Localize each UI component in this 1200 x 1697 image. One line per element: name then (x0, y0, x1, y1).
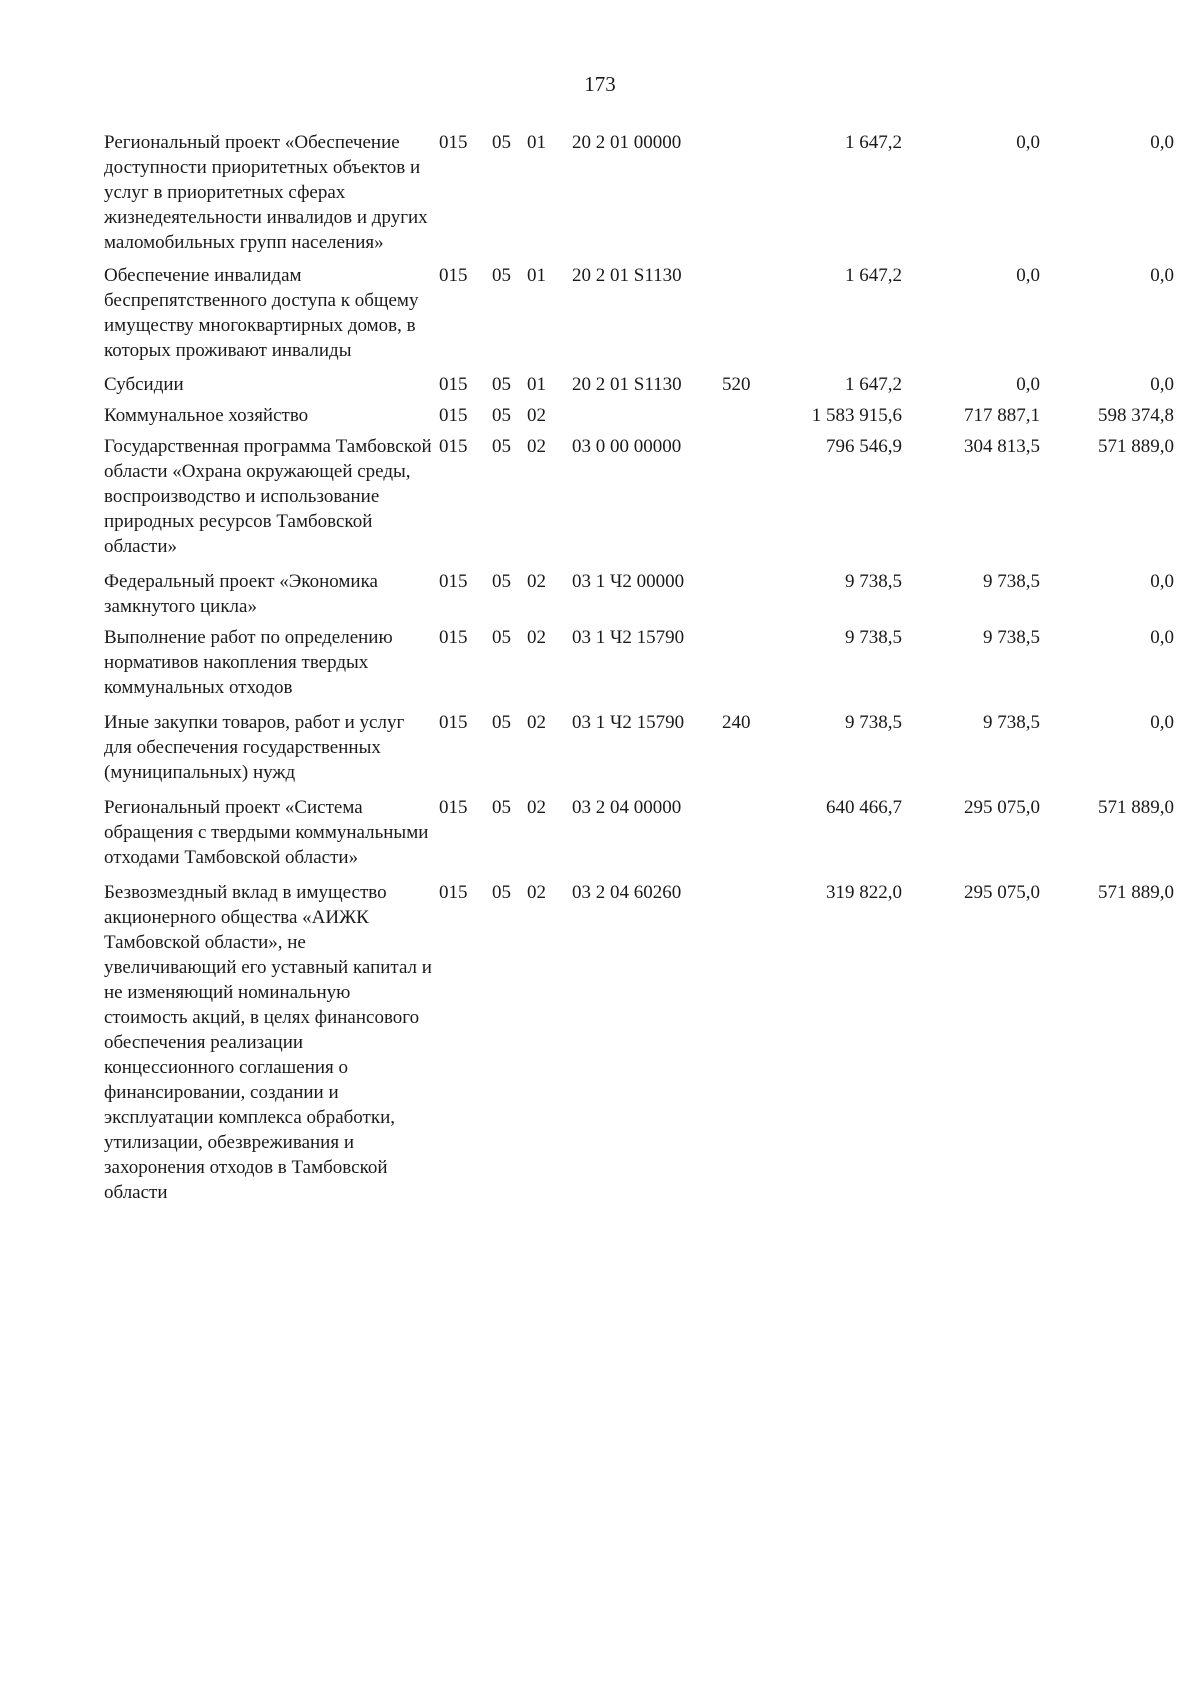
row-subsection-code: 02 (527, 627, 546, 648)
table-row (104, 403, 1174, 428)
row-name: Иные закупки товаров, работ и услуг для обеспечения государственных (муниципальных) нужд (104, 712, 405, 783)
row-section-code: 05 (492, 882, 511, 903)
row-ved-code: 015 (439, 882, 468, 903)
table-row (104, 372, 1174, 397)
row-sum-year-2: 9 738,5 (983, 627, 1040, 648)
row-section-code: 05 (492, 405, 511, 426)
row-subsection-code: 02 (527, 882, 546, 903)
row-target-article: 03 0 00 00000 (572, 436, 682, 457)
row-subsection-code: 01 (527, 265, 546, 286)
row-sum-year-2: 304 813,5 (964, 436, 1040, 457)
row-sum-year-3: 571 889,0 (1098, 436, 1174, 457)
row-ved-code: 015 (439, 627, 468, 648)
row-section-code: 05 (492, 132, 511, 153)
row-name: Региональный проект «Обеспечение доступности приоритетных объектов и услуг в приоритетных сферах жизнедеятельности инвалидов и других маломобильных групп населения» (104, 132, 428, 253)
row-name: Коммунальное хозяйство (104, 405, 309, 426)
row-name: Субсидии (104, 374, 184, 395)
row-sum-year-2: 0,0 (1016, 374, 1040, 395)
table-row (104, 569, 1174, 619)
row-target-article: 03 2 04 00000 (572, 797, 682, 818)
row-target-article: 03 1 Ч2 00000 (572, 571, 685, 592)
row-name: Федеральный проект «Экономика замкнутого цикла» (104, 571, 378, 617)
table-row (104, 710, 1174, 785)
row-sum-year-3: 0,0 (1150, 374, 1174, 395)
row-target-article: 20 2 01 00000 (572, 132, 682, 153)
row-sum-year-1: 9 738,5 (845, 627, 902, 648)
row-subsection-code: 01 (527, 374, 546, 395)
row-sum-year-1: 1 647,2 (845, 132, 902, 153)
page-number: 173 (584, 72, 616, 96)
row-sum-year-1: 640 466,7 (826, 797, 902, 818)
row-target-article: 03 1 Ч2 15790 (572, 712, 685, 733)
row-sum-year-1: 1 583 915,6 (811, 405, 902, 426)
row-sum-year-3: 571 889,0 (1098, 882, 1174, 903)
table-row (104, 434, 1174, 559)
row-target-article: 03 1 Ч2 15790 (572, 627, 685, 648)
row-sum-year-2: 717 887,1 (964, 405, 1040, 426)
row-subsection-code: 02 (527, 436, 546, 457)
table-row (104, 795, 1174, 870)
row-sum-year-1: 1 647,2 (845, 374, 902, 395)
row-ved-code: 015 (439, 132, 468, 153)
row-target-article: 03 2 04 60260 (572, 882, 682, 903)
row-section-code: 05 (492, 265, 511, 286)
table-row (104, 130, 1174, 255)
row-section-code: 05 (492, 712, 511, 733)
row-sum-year-3: 0,0 (1150, 712, 1174, 733)
table-row (104, 880, 1174, 1205)
row-expense-type: 240 (722, 712, 751, 733)
row-sum-year-2: 0,0 (1016, 265, 1040, 286)
row-target-article: 20 2 01 S1130 (572, 265, 682, 286)
row-ved-code: 015 (439, 265, 468, 286)
row-sum-year-1: 9 738,5 (845, 571, 902, 592)
row-sum-year-1: 796 546,9 (826, 436, 902, 457)
row-sum-year-2: 9 738,5 (983, 571, 1040, 592)
row-ved-code: 015 (439, 436, 468, 457)
row-subsection-code: 01 (527, 132, 546, 153)
row-sum-year-2: 295 075,0 (964, 797, 1040, 818)
row-sum-year-3: 0,0 (1150, 265, 1174, 286)
row-subsection-code: 02 (527, 571, 546, 592)
row-sum-year-1: 1 647,2 (845, 265, 902, 286)
row-ved-code: 015 (439, 797, 468, 818)
row-sum-year-3: 0,0 (1150, 132, 1174, 153)
row-name: Государственная программа Тамбовской области «Охрана окружающей среды, воспроизводство и использование природных ресурсов Тамбовской области» (104, 436, 432, 557)
row-sum-year-3: 0,0 (1150, 571, 1174, 592)
row-section-code: 05 (492, 374, 511, 395)
row-subsection-code: 02 (527, 797, 546, 818)
row-name: Выполнение работ по определению нормативов накопления твердых коммунальных отходов (104, 627, 393, 698)
row-sum-year-2: 9 738,5 (983, 712, 1040, 733)
row-target-article: 20 2 01 S1130 (572, 374, 682, 395)
table-row (104, 625, 1174, 700)
row-name: Безвозмездный вклад в имущество акционерного общества «АИЖК Тамбовской области», не увеличивающий его уставный капитал и не изменяющий номинальную стоимость акций, в целях финансового обеспечения реализации концессионного соглашения о финансировании, создании и эксплуатации комплекса обработки, утилизации, обезвреживания и захоронения отходов в Тамбовской области (104, 882, 432, 1203)
row-sum-year-3: 571 889,0 (1098, 797, 1174, 818)
row-sum-year-1: 319 822,0 (826, 882, 902, 903)
row-ved-code: 015 (439, 374, 468, 395)
row-ved-code: 015 (439, 571, 468, 592)
row-name: Обеспечение инвалидам беспрепятственного доступа к общему имуществу многоквартирных домов, в которых проживают инвалиды (104, 265, 419, 361)
budget-table (104, 130, 1174, 1205)
row-name: Региональный проект «Система обращения с твердыми коммунальными отходами Тамбовской области» (104, 797, 429, 868)
table-row (104, 263, 1174, 363)
row-expense-type: 520 (722, 374, 751, 395)
row-sum-year-3: 598 374,8 (1098, 405, 1174, 426)
row-section-code: 05 (492, 627, 511, 648)
row-section-code: 05 (492, 797, 511, 818)
row-subsection-code: 02 (527, 712, 546, 733)
row-ved-code: 015 (439, 712, 468, 733)
row-section-code: 05 (492, 436, 511, 457)
row-section-code: 05 (492, 571, 511, 592)
row-subsection-code: 02 (527, 405, 546, 426)
row-sum-year-1: 9 738,5 (845, 712, 902, 733)
row-sum-year-2: 0,0 (1016, 132, 1040, 153)
row-sum-year-3: 0,0 (1150, 627, 1174, 648)
row-ved-code: 015 (439, 405, 468, 426)
row-sum-year-2: 295 075,0 (964, 882, 1040, 903)
